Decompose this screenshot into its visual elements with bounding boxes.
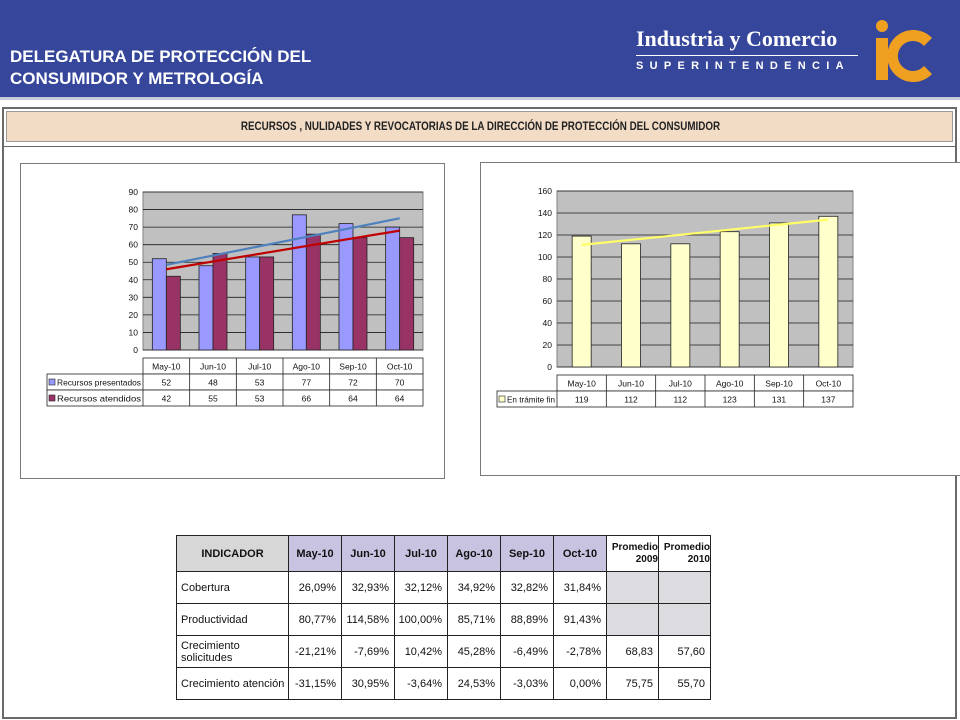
data-label: 53 xyxy=(254,393,265,404)
y-tick-label: 0 xyxy=(133,345,138,355)
y-tick-label: 70 xyxy=(128,222,138,233)
page-title-line-2: CONSUMIDOR Y METROLOGÍA xyxy=(10,69,264,88)
bar xyxy=(622,244,641,367)
bar xyxy=(386,227,400,350)
cell-prom-2010 xyxy=(659,572,711,604)
x-category-label: May-10 xyxy=(567,378,596,389)
x-category-label: Jun-10 xyxy=(200,361,226,372)
brand-divider xyxy=(636,55,858,56)
data-label: 123 xyxy=(722,394,737,405)
data-label: 112 xyxy=(624,394,638,405)
y-tick-label: 50 xyxy=(128,257,138,268)
bar xyxy=(199,266,213,350)
banner-divider xyxy=(4,146,955,147)
y-tick-label: 60 xyxy=(542,296,552,306)
data-label: 131 xyxy=(771,394,787,405)
table-row xyxy=(177,668,711,700)
data-label: 48 xyxy=(208,377,218,388)
cell-prom-2009 xyxy=(607,604,659,636)
y-tick-label: 40 xyxy=(542,318,552,328)
section-title: RECURSOS , NULIDADES Y REVOCATORIAS DE LA DIRECCIÓN DE PROTECCIÓN DEL CONSUMIDOR xyxy=(240,119,721,133)
cell-value: 10,42% xyxy=(395,636,448,668)
y-tick-label: 30 xyxy=(128,292,138,303)
bar xyxy=(306,234,320,350)
cell-value: 32,12% xyxy=(395,572,448,604)
legend-key xyxy=(49,395,55,401)
brand-subtitle: SUPERINTENDENCIA xyxy=(636,60,850,72)
x-category-label: Jul-10 xyxy=(248,361,272,372)
table-row xyxy=(177,636,711,668)
y-tick-label: 20 xyxy=(542,340,552,350)
row-label: Cobertura xyxy=(177,572,289,604)
table-row xyxy=(177,604,711,636)
header-promedio-2010-l1: Promedio xyxy=(663,541,710,553)
header-divider xyxy=(0,97,960,100)
header-month: Jul-10 xyxy=(395,536,448,572)
cell-value: 80,77% xyxy=(289,604,342,636)
cell-prom-2010: 57,60 xyxy=(659,636,711,668)
x-category-label: Oct-10 xyxy=(386,361,413,372)
row-label: Crecimiento solicitudes xyxy=(177,636,289,668)
x-category-label: Jun-10 xyxy=(618,378,644,389)
cell-value: -3,64% xyxy=(395,668,448,700)
bar xyxy=(671,244,690,367)
cell-value: 0,00% xyxy=(554,668,607,700)
bar xyxy=(819,216,838,367)
cell-value: -2,78% xyxy=(554,636,607,668)
cell-prom-2009: 68,83 xyxy=(607,636,659,668)
bar xyxy=(339,224,353,350)
chart-en-tramite xyxy=(480,162,960,476)
y-tick-label: 0 xyxy=(547,362,552,372)
legend-label: En trámite fin xyxy=(507,394,556,405)
data-label: 55 xyxy=(208,393,218,404)
header-promedio-2009-l2: 2009 xyxy=(635,553,658,565)
data-label: 64 xyxy=(348,393,358,404)
header-month: Ago-10 xyxy=(448,536,501,572)
cell-value: 34,92% xyxy=(448,572,501,604)
brand-block xyxy=(636,26,861,72)
x-category-label: Ago-10 xyxy=(715,378,744,389)
x-category-label: Jul-10 xyxy=(668,378,692,389)
bar xyxy=(152,259,166,350)
y-tick-label: 60 xyxy=(128,239,138,250)
legend-label: Recursos atendidos xyxy=(57,393,141,404)
row-label: Crecimiento atención xyxy=(177,668,289,700)
plot-area xyxy=(143,192,423,350)
bar xyxy=(720,232,739,367)
x-category-label: Sep-10 xyxy=(765,378,793,389)
y-tick-label: 80 xyxy=(128,204,138,215)
data-label: 137 xyxy=(821,394,836,405)
data-label: 77 xyxy=(301,377,312,388)
header-indicador: INDICADOR xyxy=(177,536,289,572)
y-tick-label: 100 xyxy=(537,252,552,262)
header-promedio-2010-l2: 2010 xyxy=(687,553,710,565)
indicator-table xyxy=(176,535,711,700)
cell-value: -7,69% xyxy=(342,636,395,668)
header-bar xyxy=(0,0,960,100)
brand-name: Industria y Comercio xyxy=(636,26,838,51)
cell-value: 91,43% xyxy=(554,604,607,636)
bar xyxy=(770,223,789,367)
header-month: Oct-10 xyxy=(554,536,607,572)
data-label: 70 xyxy=(394,377,405,388)
cell-value: 32,93% xyxy=(342,572,395,604)
data-label: 53 xyxy=(254,377,265,388)
bar xyxy=(260,257,274,350)
bar xyxy=(400,238,414,350)
row-label: Productividad xyxy=(177,604,289,636)
bar xyxy=(213,253,227,350)
cell-value: -31,15% xyxy=(289,668,342,700)
data-label: 64 xyxy=(394,393,405,404)
data-label: 112 xyxy=(673,394,688,405)
y-tick-label: 20 xyxy=(128,309,138,320)
y-tick-label: 80 xyxy=(542,274,552,284)
cell-value: 24,53% xyxy=(448,668,501,700)
data-label: 66 xyxy=(301,393,312,404)
bar xyxy=(572,236,591,367)
table-row xyxy=(177,572,711,604)
x-category-label: Ago-10 xyxy=(292,361,321,372)
bar xyxy=(166,276,180,350)
data-label: 42 xyxy=(161,393,172,404)
cell-value: 30,95% xyxy=(342,668,395,700)
cell-value: 88,89% xyxy=(501,604,554,636)
content-frame xyxy=(2,107,957,719)
chart-en-tramite-svg xyxy=(481,163,960,477)
x-category-label: Oct-10 xyxy=(815,378,842,389)
x-category-label: Sep-10 xyxy=(339,361,367,372)
y-tick-label: 10 xyxy=(128,327,138,338)
header-promedio-2009-l1: Promedio xyxy=(611,541,658,553)
y-tick-label: 140 xyxy=(537,208,552,218)
cell-prom-2009: 75,75 xyxy=(607,668,659,700)
data-label: 119 xyxy=(574,394,589,405)
cell-value: -3,03% xyxy=(501,668,554,700)
cell-value: 85,71% xyxy=(448,604,501,636)
header-month: Jun-10 xyxy=(342,536,395,572)
chart-recursos xyxy=(20,163,445,479)
cell-value: 114,58% xyxy=(342,604,395,636)
cell-prom-2010 xyxy=(659,604,711,636)
indicator-header-row xyxy=(177,536,711,572)
header-promedio-2009 xyxy=(607,536,659,572)
legend-key xyxy=(49,379,55,385)
cell-value: 45,28% xyxy=(448,636,501,668)
cell-prom-2010: 55,70 xyxy=(659,668,711,700)
bar xyxy=(292,215,306,350)
cell-value: -6,49% xyxy=(501,636,554,668)
bar xyxy=(353,238,367,350)
y-tick-label: 120 xyxy=(537,230,552,240)
y-tick-label: 90 xyxy=(128,187,138,197)
x-category-label: May-10 xyxy=(152,361,181,372)
legend-key xyxy=(499,396,505,402)
cell-value: -21,21% xyxy=(289,636,342,668)
cell-value: 31,84% xyxy=(554,572,607,604)
bar xyxy=(246,257,260,350)
header-month: Sep-10 xyxy=(501,536,554,572)
data-label: 52 xyxy=(161,377,172,388)
cell-value: 100,00% xyxy=(395,604,448,636)
cell-value: 32,82% xyxy=(501,572,554,604)
header-promedio-2010 xyxy=(659,536,711,572)
sic-logo-icon xyxy=(870,16,940,88)
page-title xyxy=(10,46,430,90)
cell-value: 26,09% xyxy=(289,572,342,604)
legend-label: Recursos presentados xyxy=(57,377,141,388)
page-title-line-1: DELEGATURA DE PROTECCIÓN DEL xyxy=(10,47,312,66)
y-tick-label: 40 xyxy=(128,274,138,285)
section-banner xyxy=(6,111,953,142)
chart-recursos-svg xyxy=(21,164,446,480)
header-month: May-10 xyxy=(289,536,342,572)
cell-prom-2009 xyxy=(607,572,659,604)
y-tick-label: 160 xyxy=(537,186,552,196)
data-label: 72 xyxy=(348,377,358,388)
